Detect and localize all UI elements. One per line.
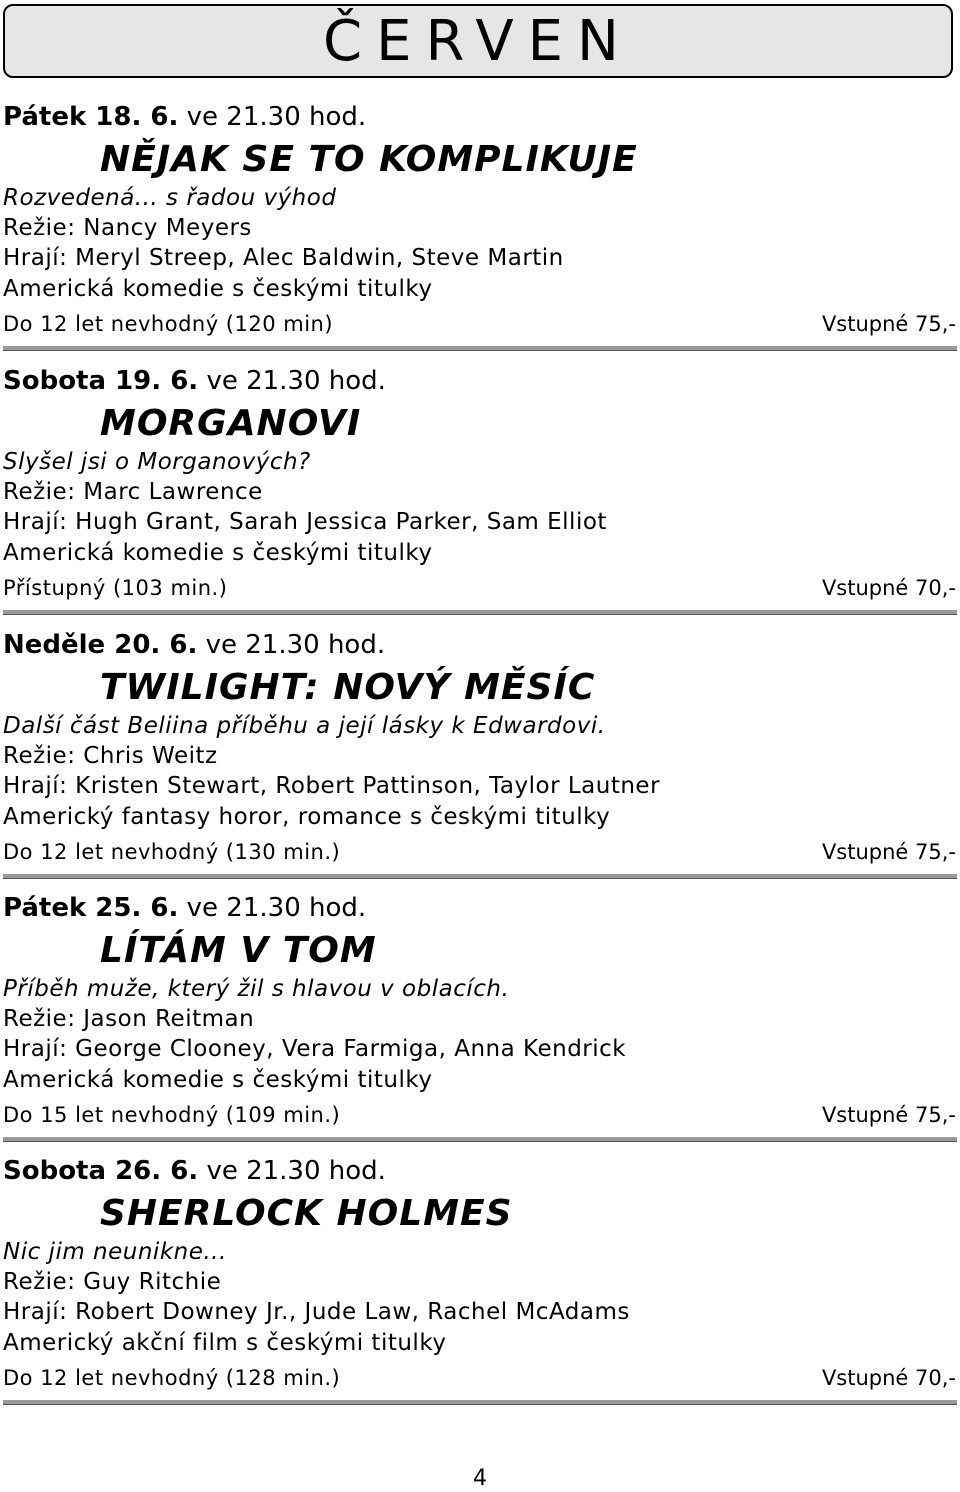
screening-time: ve 21.30 hod. (206, 366, 386, 396)
screening-day: Sobota 19. 6. (3, 366, 199, 396)
section-divider (3, 874, 957, 879)
movie-title: NĚJAK SE TO KOMPLIKUJE (100, 139, 638, 180)
program-entry (0, 1156, 960, 1420)
program-entry (0, 893, 960, 1157)
movie-director: Režie: Jason Reitman (3, 1006, 255, 1032)
age-rating: Do 12 let nevhodný (128 min.) (3, 1366, 341, 1390)
movie-genre: Americký fantasy horor, romance s českými titulky (3, 804, 611, 830)
movie-director: Režie: Guy Ritchie (3, 1269, 222, 1295)
movie-cast: Hrají: George Clooney, Vera Farmiga, Anna Kendrick (3, 1036, 627, 1062)
screening-datetime (3, 1156, 386, 1186)
movie-title: LÍTÁM V TOM (100, 930, 377, 971)
age-rating: Do 12 let nevhodný (120 min) (3, 312, 334, 336)
program-entry (0, 630, 960, 894)
screening-time: ve 21.30 hod. (205, 630, 386, 660)
screening-datetime (3, 366, 386, 396)
movie-director: Režie: Nancy Meyers (3, 215, 252, 241)
movie-genre: Americká komedie s českými titulky (3, 276, 433, 302)
screening-day: Pátek 18. 6. (3, 102, 179, 132)
movie-director: Režie: Marc Lawrence (3, 479, 263, 505)
screening-datetime (3, 102, 366, 132)
month-header (3, 4, 953, 78)
month-title: ČERVEN (323, 9, 633, 74)
movie-tagline: Další část Beliina příběhu a její lásky k Edwardovi. (3, 713, 606, 739)
screening-day: Neděle 20. 6. (3, 630, 198, 660)
movie-tagline: Rozvedená... s řadou výhod (3, 185, 337, 211)
movie-title: TWILIGHT: NOVÝ MĚSÍC (100, 667, 596, 708)
section-divider (3, 610, 957, 615)
screening-time: ve 21.30 hod. (186, 102, 367, 132)
movie-genre: Americká komedie s českými titulky (3, 1067, 433, 1093)
movie-title: MORGANOVI (100, 403, 362, 444)
movie-cast: Hrají: Hugh Grant, Sarah Jessica Parker, Sam Elliot (3, 509, 607, 535)
section-divider (3, 1400, 957, 1405)
screening-time: ve 21.30 hod. (186, 893, 367, 923)
section-divider (3, 1137, 957, 1142)
program-entry (0, 366, 960, 630)
movie-tagline: Příběh muže, který žil s hlavou v oblacích. (3, 976, 510, 1002)
movie-cast: Hrají: Robert Downey Jr., Jude Law, Rachel McAdams (3, 1299, 630, 1325)
movie-director: Režie: Chris Weitz (3, 743, 218, 769)
screening-day: Sobota 26. 6. (3, 1156, 199, 1186)
movie-tagline: Nic jim neunikne... (3, 1239, 227, 1265)
age-rating: Do 15 let nevhodný (109 min.) (3, 1103, 341, 1127)
ticket-price: Vstupné 75,- (821, 1103, 956, 1127)
ticket-price: Vstupné 70,- (821, 1366, 956, 1390)
age-rating: Přístupný (103 min.) (3, 576, 228, 600)
ticket-price: Vstupné 75,- (821, 840, 956, 864)
screening-time: ve 21.30 hod. (206, 1156, 386, 1186)
screening-datetime (3, 630, 385, 660)
movie-genre: Americká komedie s českými titulky (3, 540, 433, 566)
page-number: 4 (473, 1466, 487, 1491)
movie-title: SHERLOCK HOLMES (100, 1193, 513, 1234)
movie-cast: Hrají: Kristen Stewart, Robert Pattinson, Taylor Lautner (3, 773, 661, 799)
movie-tagline: Slyšel jsi o Morganových? (3, 449, 311, 475)
screening-day: Pátek 25. 6. (3, 893, 179, 923)
movie-cast: Hrají: Meryl Streep, Alec Baldwin, Steve Martin (3, 245, 564, 271)
program-entry (0, 102, 960, 366)
ticket-price: Vstupné 70,- (821, 576, 956, 600)
ticket-price: Vstupné 75,- (821, 312, 956, 336)
age-rating: Do 12 let nevhodný (130 min.) (3, 840, 341, 864)
screening-datetime (3, 893, 366, 923)
movie-genre: Americký akční film s českými titulky (3, 1330, 447, 1356)
section-divider (3, 346, 957, 351)
